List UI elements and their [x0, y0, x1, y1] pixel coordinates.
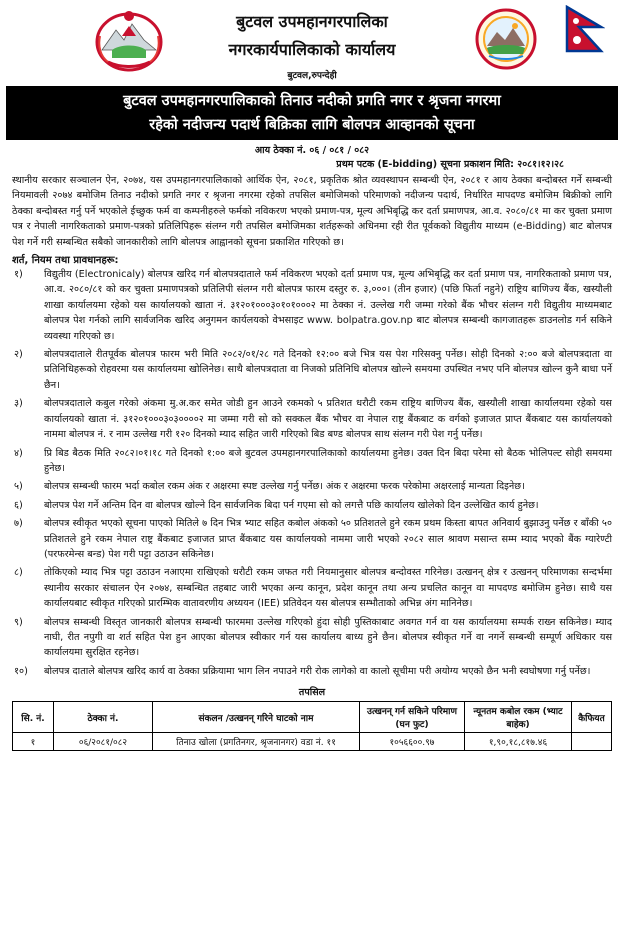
municipality-name: बुटवल उपमहानगरपालिका	[236, 12, 388, 31]
cell-min-bid: १,९०,१८,८१७.४६	[465, 733, 572, 751]
contract-reference: आय ठेक्का नं. ०६ / ०८१ / ०८२	[254, 145, 370, 156]
table-row	[13, 733, 612, 751]
col-site-name: संकलन /उत्खनन् गरिने घाटको नाम	[153, 702, 360, 733]
letterhead	[0, 0, 624, 86]
col-serial: सि. नं.	[13, 702, 54, 733]
term-number: ७)	[14, 518, 23, 530]
col-contract-no: ठेक्का नं.	[54, 702, 153, 733]
term-item	[12, 516, 612, 562]
term-text: बोलपत्र दाताले बोलपत्र खरिद कार्य वा ठेक्का प्रक्रियामा भाग लिन नपाउने गरी रोक लागेको वा कालो सूचीमा परी अयोग्य भएको छैन भनी स्वघोषणा गर्नु पर्नेछ।	[44, 665, 591, 677]
term-number: २)	[14, 349, 23, 361]
cell-contract-no: ०६/२०८१/०८२	[54, 733, 153, 751]
cell-quantity: १०५६६००.९७	[360, 733, 465, 751]
term-text: प्रि बिड बैठक मिति २०८२।०१।१८ गते दिनको १:०० बजे बुटवल उपमहानगरपालिकाको कार्यालयमा हुनेछ। उक्त दिन बिदा परेमा सो बैठक भोलिपल्ट सोही समयमा हुनेछ।	[44, 447, 612, 474]
term-text: विद्युतीय (Electronicaly) बोलपत्र खरिद गर्न बोलपत्रदाताले फर्म नविकरण भएको दर्ता प्रमाण पत्र, मूल्य अभिबृद्धि कर दर्ता प्रमाण पत्र, नागरिकताको प्रमाण पत्र, आ.व. २०८०/८१ को कर चुक्ता प्रमाणपत्रको प्रतिलिपी संलग्न गरी बोलपत्र फारम दस्तुर रु. ३,०००। (तीन हजार) (पछि फिर्ता नहुने) राष्ट्रिय बाणिज्य बैंक, खस्यौली शाखा कार्यालयमा रहेको यस कार्यालयको खाता नं. ३१२०१०००३०१०१०००२ मा ठेक्का नं. उल्लेख गरी जम्मा गरेको बैंक भौचर संलग्न गरी विद्युतीय माध्यमबाट बोलपत्र पेश गर्नको लागि सार्वजनिक खरिद अनुगमन कार्यलयको वेभसाइट www. bolpatra.gov.np बाट बोलपत्र सम्बन्धी कागजातहरू डाउनलोड गर्न सकिने व्यवस्था गरिएको छ।	[44, 269, 612, 342]
notice-title-line-2: रहेको नदीजन्य पदार्थ बिक्रिका लागि बोलपत्र आव्हानको सूचना	[149, 117, 475, 133]
term-number: १)	[14, 269, 23, 281]
term-item	[12, 565, 612, 611]
term-item	[12, 347, 612, 393]
cell-serial: १	[13, 733, 54, 751]
col-min-bid: न्यूनतम कबोल रकम (भ्याट बाहेक)	[465, 702, 572, 733]
term-item	[12, 615, 612, 661]
term-text: तोकिएको म्याद भित्र पट्टा उठाउन नआएमा राखिएको धरौटी रकम जफत गरी नियमानुसार बोलपत्र बन्दोवस्त गरिनेछ। उत्खनन् क्षेत्र र उत्खनन् परिमाणका सन्दर्भमा स्थानीय सरकार संचालन ऐन २०७४, सम्बन्धित तहबाट जारी भएका अन्य कानून, प्रदेश कानून तथा अन्य प्रचलित कानून वा मापदण्ड बमोजिम हुनेछ। साथै यस कार्यालयबाट स्वीकृत गरिएको प्रारम्भिक वातावरणीय अध्ययन (IEE) प्रतिवेदन यस बोलपत्र सम्भौताको अभिन्न अंग मानिनेछ।	[44, 567, 612, 610]
term-number: ८)	[14, 567, 23, 579]
term-number: ३)	[14, 398, 23, 410]
terms-list	[0, 267, 624, 679]
notice-title-banner	[6, 86, 618, 140]
term-item	[12, 267, 612, 344]
term-number: ६)	[14, 499, 23, 511]
term-item	[12, 396, 612, 442]
term-item	[12, 498, 612, 513]
col-quantity: उत्खनन् गर्न सकिने परिमाण (घन फुट)	[360, 702, 465, 733]
term-item	[12, 664, 612, 679]
term-item	[12, 446, 612, 477]
cell-site-name: तिनाउ खोला (प्रगतिनगर, श्रृजनानगर) वडा नं. ११	[153, 733, 360, 751]
schedule-caption: तपसिल	[298, 687, 326, 699]
term-text: बोलपत्र स्वीकृत भएको सूचना पाएको मितिले ७ दिन भित्र भ्याट सहित कबोल अंकको ५० प्रतिशतले हुने रकम प्रथम किस्ता बापत अनिवार्य बुझाउनु पर्नेछ र बाँकी ५० प्रतिशतले हुने रकम नेपाल राष्ट्र बैंकबाट इजाजत प्राप्त बैंकबाट यस कार्यालयको नाममा जारी भएको २०८२ साल श्रावण मसान्त सम्म म्याद भएको बैंक ग्यारेण्टी (परफरमेन्स बन्ड) पेश गरी पट्टा उठाउन सकिनेछ।	[44, 518, 612, 560]
term-text: बोलपत्रदाताले रीतपूर्वक बोलपत्र फारम भरी मिति २०८२/०१/२८ गते दिनको १२:०० बजे भित्र यस पेश गरिसक्नु पर्नेछ। सोही दिनको २:०० बजे बोलपत्रदाता वा प्रतिनिधिहरूको रोहवरमा यस कार्यालयमा खोलिनेछ। साथै बोलपत्रदाता वा निजको प्रतिनिधि बोलपत्र खोल्ने समयमा उपस्थित नभए पनि बोलपत्र खोल्न कुनै बाधा पर्ने छैन।	[44, 349, 612, 391]
term-item	[12, 479, 612, 494]
intro-paragraph: स्थानीय सरकार सञ्चालन ऐन, २०७४, यस उपमहानगरपालिकाको आर्थिक ऐन, २०८१, प्रकृतिक श्रोत व्यवस्थापन सम्बन्धी ऐन, २०८१ र आय ठेक्का बन्दोबस्त गर्ने सम्बन्धी नियमावली २०७४ बमोजिम तिनाउ नदीको प्रगति नगर र श्रृजना नगरमा रहेको तपसिल बमोजिमको परिमाणको नदीजन्य पदार्थ, निर्धारित मापदण्ड बमोजिम बिक्रीको लागि ठेक्का बन्दोबस्त गर्नु पर्ने भएकोले ईच्छुक फर्म वा कम्पनीहरुले फर्मको नविकरण भएको प्रमाण-पत्र, मूल्य अभिबृद्धि कर दर्ता प्रमाणपत्र, आ.व. २०८०/८१ मा कर चुक्ता प्रमाण पत्र र नेपाली नागरिकताको प्रमाण-पत्रको प्रतिलिपिहरू संलग्न गरी तपसिल बमोजिमका शर्तहरूको अधिनमा रही रीत पूर्वकको विद्युतीय माध्यम (e-Bidding) बाट बोलपत्र पेश गर्ने गरी सम्बन्धित सबैको जानकारीको लागि बोलपत्र आह्वानको सूचना प्रकाशित गरिएको छ।	[12, 175, 612, 248]
municipality-logo-icon	[475, 8, 537, 70]
term-text: बोलपत्र सम्बन्धी विस्तृत जानकारी बोलपत्र सम्बन्धी फारममा उल्लेख गरिएको हुंदा सोही पुस्तिकाबाट अवगत गर्न वा यस कार्यालयमा सम्पर्क राख्न सकिनेछ। म्याद नाघी, रीत नपुगी वा शर्त सहित पेश हुन आएका बोलपत्र स्वीकार गर्न यस कार्यालय बाध्य हुने छैन। बोलपत्र स्वीकृत गर्ने वा नगर्ने सम्बन्धी सम्पूर्ण अधिकार यस कार्यालयमा सुरक्षित रहनेछ।	[44, 616, 612, 659]
term-number: ४)	[14, 447, 23, 459]
term-text: बोलपत्रदाताले कबुल गरेको अंकमा मु.अ.कर समेत जोडी हुन आउने रकमको ५ प्रतिशत धरौटी रकम राष्ट्रिय बाणिज्य बैंक, खस्यौली शाखा कार्यालयमा रहेको यस कार्यालयको खाता नं. ३१२०१०००३०३००००२ मा जम्मा गरी सो को सक्कल बैंक भौचर वा नेपाल राष्ट्र बैंकबाट क वर्गको इजाजत प्राप्त बैंकबाट यस कार्यालयको नाममा बोलपत्र नं. र नाम उल्लेख गरी १२० दिनको म्याद सहित जारी गरिएको बिड बण्ड बोलपत्र साथ संलग्न गरी पेश गर्नु पर्नेछ।	[44, 398, 612, 441]
publication-date: प्रथम पटक (E-bidding) सूचना प्रकाशन मिति: २०८१।१२।२८	[336, 159, 564, 170]
term-number: ९)	[14, 616, 23, 628]
cell-remarks	[572, 733, 612, 751]
notice-title-line-1: बुटवल उपमहानगरपालिकाको तिनाउ नदीको प्रगति नगर र श्रृजना नगरमा	[123, 93, 501, 109]
nepal-flag-icon	[565, 5, 605, 53]
office-location: बुटवल,रुपन्देही	[287, 71, 337, 81]
office-name: नगरकार्यपालिकाको कार्यालय	[228, 40, 396, 59]
term-text: बोलपत्र सम्बन्धी फारम भर्दा कबोल रकम अंक र अक्षरमा स्पष्ट उल्लेख गर्नु पर्नेछ। अंक र अक्षरमा फरक परेकोमा अक्षरलाई मान्यता दिइनेछ।	[44, 481, 525, 493]
term-number: ५)	[14, 481, 23, 493]
terms-heading: शर्त, नियम तथा प्रावधानहरू:	[12, 255, 119, 267]
term-number: १०)	[14, 665, 28, 677]
col-remarks: कैफियत	[572, 702, 612, 733]
table-header-row	[13, 702, 612, 733]
schedule-table	[12, 701, 612, 751]
term-text: बोलपत्र पेश गर्ने अन्तिम दिन वा बोलपत्र खोल्ने दिन सार्वजनिक बिदा पर्न गएमा सो को लगत्तै पछि कार्यालय खोलेको दिन उल्लेखित कार्य हुनेछ।	[44, 499, 539, 511]
